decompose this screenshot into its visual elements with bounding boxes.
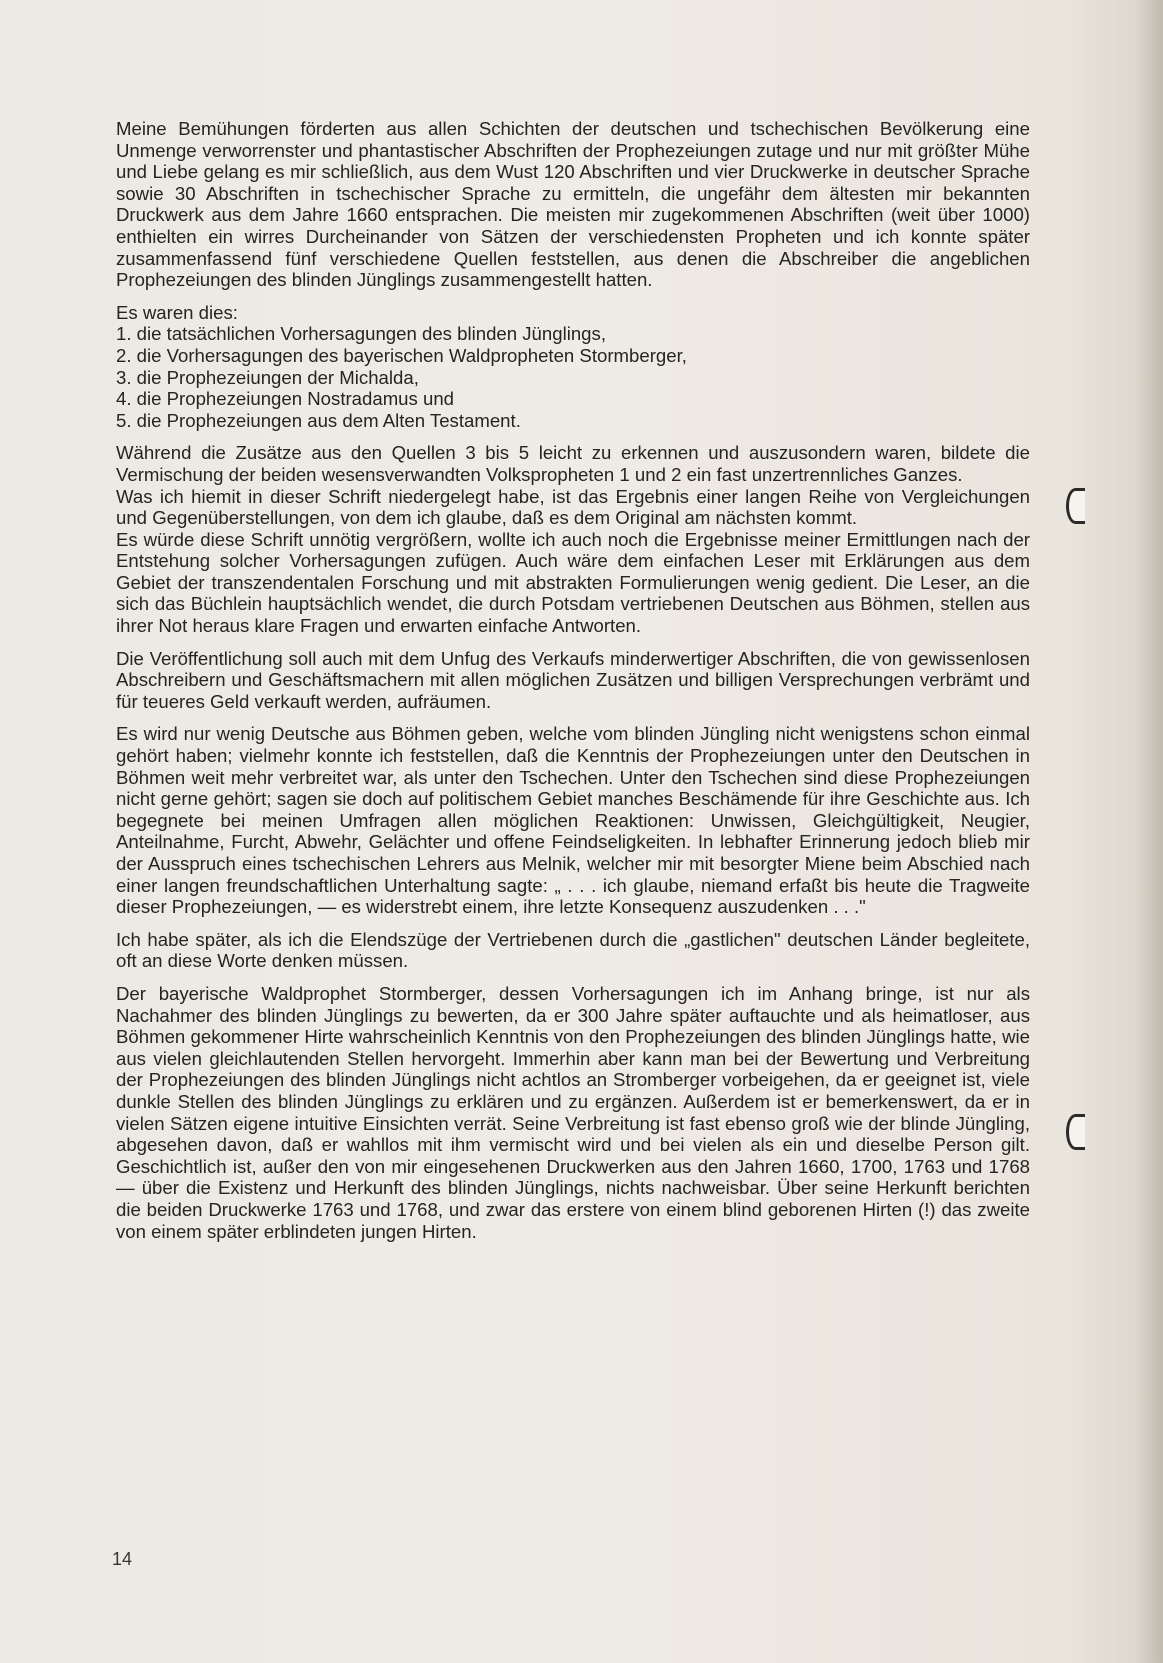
- binding-shadow: [1135, 0, 1163, 1663]
- paragraph-6: Es wird nur wenig Deutsche aus Böhmen geben, welche vom blinden Jüngling nicht wenigstens schon einmal gehört haben; vielmehr konnte ich feststellen, daß die Kenntnis der Prophezeiungen unter den Deutschen in Böhmen weit mehr verbreitet war, als unter den Tschechen. Unter den Tschechen sind diese Prophezeiungen nicht gerne gehört; sagen sie doch auf politischem Gebiet manches Beschämende für ihre Geschichte aus. Ich begegnete bei meinen Umfragen allen möglichen Reaktionen: Unwissen, Gleichgültigkeit, Neugier, Anteilnahme, Furcht, Abwehr, Gelächter und offene Feindseligkeiten. In lebhafter Erinnerung jedoch blieb mir der Ausspruch eines tschechischen Lehrers aus Melnik, welcher mir mit besorgter Miene beim Abschied nach einer langen freundschaftlichen Unterhaltung sagte: „ . . . ich glaube, niemand erfaßt bis heute die Tragweite dieser Prophezeiungen, — es widerstrebt einem, ihre letzte Konsequenz auszudenken . . .": [116, 723, 1030, 918]
- punch-hole-top: [1066, 488, 1085, 524]
- punch-hole-bottom: [1066, 1114, 1085, 1150]
- list-item: 2. die Vorhersagungen des bayerischen Waldpropheten Stormberger,: [116, 344, 687, 366]
- list-intro: Es waren dies:: [116, 301, 238, 323]
- list-item: 5. die Prophezeiungen aus dem Alten Testament.: [116, 409, 521, 431]
- list-item: 1. die tatsächlichen Vorhersagungen des blinden Jünglings,: [116, 323, 606, 345]
- paragraph-4: Es würde diese Schrift unnötig vergrößern, wollte ich auch noch die Ergebnisse meiner Ermittlungen nach der Entstehung solcher Vorhersagungen zufügen. Auch wäre dem einfachen Leser mit Erklärungen aus dem Gebiet der transzendentalen Forschung und mit abstrakten Formulierungen wenig gedient. Die Leser, an die sich das Büchlein hauptsächlich wendet, die durch Potsdam vertriebenen Deutschen aus Böhmen, stellen aus ihrer Not heraus klare Fragen und erwarten einfache Antworten.: [116, 528, 1030, 637]
- body-text: [116, 118, 1030, 1253]
- paragraph-2: Während die Zusätze aus den Quellen 3 bis 5 leicht zu erkennen und auszusondern waren, bildete die Vermischung der beiden wesensverwandten Volkspropheten 1 und 2 ein fast unzertrennliches Ganzes.: [116, 442, 1030, 485]
- list-item: 4. die Prophezeiungen Nostradamus und: [116, 388, 455, 410]
- paragraph-3: Was ich hiemit in dieser Schrift niedergelegt habe, ist das Ergebnis einer langen Reihe von Vergleichungen und Gegenüberstellungen, von dem ich glaube, daß es dem Original am nächsten kommt.: [116, 485, 1030, 529]
- paragraph-7: Ich habe später, als ich die Elendszüge der Vertriebenen durch die „gastlichen" deutschen Länder begleitete, oft an diese Worte denken müssen.: [116, 928, 1030, 972]
- list-item: 3. die Prophezeiungen der Michalda,: [116, 366, 419, 388]
- paragraph-5: Die Veröffentlichung soll auch mit dem Unfug des Verkaufs minderwertiger Abschriften, die von gewissenlosen Abschreibern und Geschäftsmachern mit allen möglichen Zusätzen und billigen Versprechungen verbrämt und für teueres Geld verkauft werden, aufräumen.: [116, 647, 1030, 712]
- sources-list: [116, 323, 1030, 431]
- paragraph-8: Der bayerische Waldprophet Stormberger, dessen Vorhersagungen ich im Anhang bringe, ist nur als Nachahmer des blinden Jünglings zu bewerten, da er 300 Jahre später auftauchte und als heimatloser, aus Böhmen gekommener Hirte wahrscheinlich Kenntnis von den Prophezeiungen des blinden Jünglings hatte, wie aus vielen gleichlautenden Stellen hervorgeht. Immerhin aber kann man bei der Bewertung und Verbreitung der Prophezeiungen des blinden Jünglings nicht achtlos an Stromberger vorbeigehen, da er geeignet ist, viele dunkle Stellen des blinden Jünglings zu erklären und zu ergänzen. Außerdem ist er bemerkenswert, da er in vielen Sätzen eigene intuitive Einsichten verrät. Seine Verbreitung ist fast ebenso groß wie der blinde Jüngling, abgesehen davon, daß er wahllos mit ihm vermischt wird und bei vielen als ein und dieselbe Person gilt. Geschichtlich ist, außer den von mir eingesehenen Druckwerken aus den Jahren 1660, 1700, 1763 und 1768 — über die Existenz und Herkunft des blinden Jünglings, nichts nachweisbar. Über seine Herkunft berichten die beiden Druckwerke 1763 und 1768, und zwar das erstere von einem blind geborenen Hirten (!) das zweite von einem später erblindeten jungen Hirten.: [116, 982, 1030, 1242]
- paragraph-1: Meine Bemühungen förderten aus allen Schichten der deutschen und tschechischen Bevölkerung eine Unmenge verworrenster und phantastischer Abschriften der Prophezeiungen zutage und nur mit größter Mühe und Liebe gelang es mir schließlich, aus dem Wust 120 Abschriften und vier Druckwerke in deutscher Sprache sowie 30 Abschriften in tschechischer Sprache zu ermitteln, die ungefähr dem ältesten mir bekannten Druckwerk aus dem Jahre 1660 entsprachen. Die meisten mir zugekommenen Abschriften (weit über 1000) enthielten ein wirres Durcheinander von Sätzen der verschiedensten Propheten und ich konnte später zusammenfassend fünf verschiedene Quellen feststellen, aus denen die Abschreiber die angeblichen Prophezeiungen des blinden Jünglings zusammengestellt hatten.: [116, 118, 1030, 291]
- page-number: 14: [112, 1549, 133, 1569]
